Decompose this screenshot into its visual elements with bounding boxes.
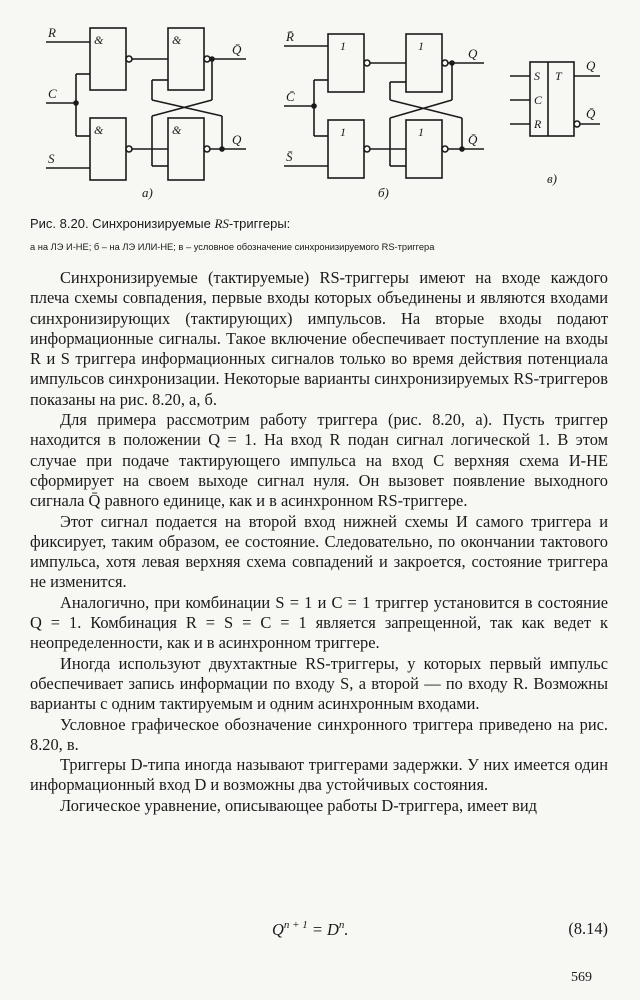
gate-a-1-symbol: &: [94, 33, 104, 47]
output-q-label: Q: [468, 46, 478, 61]
paragraph: Триггеры D-типа иногда называют триггерами задержки. У них имеется один информационный вход D и возможны два устойчивых состояния.: [30, 755, 608, 795]
paragraph: Для примера рассмотрим работу триггера (рис. 8.20, а). Пусть триггер находится в положении Q = 1. На вход R подан сигнал логической 1. В этом случае при подаче тактирующего импульса на вход C верхняя схема И-НЕ сформирует на своем выходе сигнал нуля. Он вызовет появление выходного сигнала Q̄ равного единице, как и в асинхронном RS-триггере.: [30, 410, 608, 511]
panel-b-label: б): [378, 185, 389, 200]
input-s-bar-label: S̄: [286, 149, 293, 164]
block-input-s: S: [534, 69, 540, 83]
figure-8-20: [0, 0, 640, 215]
gate-b-3: [406, 34, 442, 92]
paragraph: Этот сигнал подается на второй вход нижней схемы И самого триггера и фиксирует, таким образом, ее состояние. Следовательно, по окончании тактового импульса, хотя левая верхняя схема совпадений и закроется, состояние триггера не изменится.: [30, 511, 608, 592]
input-c-label: C: [48, 86, 57, 101]
equation-number: (8.14): [568, 919, 608, 938]
paragraph: Аналогично, при комбинации S = 1 и C = 1 триггер установится в состояние Q = 1. Комбинация R = S = C = 1 является запрещенной, так как ведет к неопределенности, как и в асинхронном триггере.: [30, 592, 608, 653]
panel-a-label: а): [142, 185, 153, 200]
paragraph: Иногда используют двухтактные RS-триггеры, у которых первый импульс обеспечивает запись информации по входу S, а второй — по входу R. Возможны варианты с одним тактируемым и одним асинхронным входами.: [30, 653, 608, 714]
gate-b-4-symbol: 1: [418, 125, 424, 139]
equation-formula: $Q^{n + 1} = D^n$.: [272, 919, 349, 939]
output-q-bar-label: Q̄: [468, 132, 478, 147]
gate-b-4: [406, 120, 442, 178]
block-output-q-bar: Q̄: [586, 106, 596, 121]
panel-b-nor-rs-trigger: [284, 29, 484, 200]
gate-a-4-symbol: &: [172, 123, 182, 137]
block-input-r: R: [534, 117, 542, 131]
figure-caption: Рис. 8.20. Синхронизируемые RS-триггеры:: [30, 216, 291, 231]
output-q-bar-label: Q̄: [232, 42, 242, 57]
input-s-label: S: [48, 151, 55, 166]
input-r-bar-label: R̄: [286, 29, 294, 44]
gate-a-3-symbol: &: [172, 33, 182, 47]
paragraph: Условное графическое обозначение синхронного триггера приведено на рис. 8.20, в.: [30, 714, 608, 754]
input-c-bar-label: C̄: [286, 89, 295, 104]
page-number: 569: [571, 970, 592, 985]
block-output-q: Q: [586, 58, 596, 73]
gate-a-2-symbol: &: [94, 123, 104, 137]
gate-b-2: [328, 120, 364, 178]
paragraph: Логическое уравнение, описывающее работы D-триггера, имеет вид: [60, 795, 537, 815]
input-r-label: R: [48, 25, 56, 40]
gate-b-3-symbol: 1: [418, 39, 424, 53]
panel-c-trigger-symbol: [510, 58, 600, 186]
panel-a-nand-rs-trigger: [46, 25, 246, 200]
body-text: [30, 268, 608, 816]
figure-subcaption: а на ЛЭ И-НЕ; б – на ЛЭ ИЛИ-НЕ; в – условное обозначение синхронизируемого RS-триггера: [30, 242, 435, 252]
gate-b-1-symbol: 1: [340, 39, 346, 53]
block-t-label: T: [555, 69, 562, 83]
output-q-label: Q: [232, 132, 242, 147]
paragraph: Синхронизируемые (тактируемые) RS-триггеры имеют на входе каждого плеча схемы совпадения, первые входы которых объединены и являются входами синхронизирующих (тактирующих) импульсов. На вторые входы подают информационные сигналы. Такое включение обеспечивает поступление на входы R и S триггера информационных сигналов только во время действия потенциала импульсов синхронизации. Некоторые варианты синхронизируемых RS-триггеров показаны на рис. 8.20, а, б.: [30, 268, 608, 409]
panel-c-label: в): [547, 171, 557, 186]
gate-b-2-symbol: 1: [340, 125, 346, 139]
equation-8-14: [30, 919, 608, 941]
block-input-c: C: [534, 93, 543, 107]
gate-b-1: [328, 34, 364, 92]
